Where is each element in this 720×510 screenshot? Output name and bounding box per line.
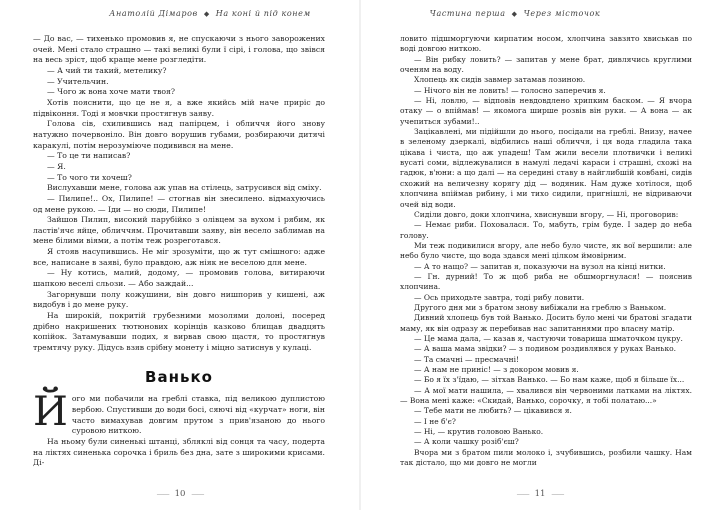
paragraph: Голова сів, схилившись над папірцем, і обличчя його знову натужно почервоніло. Він довго ворушив губами, розбираючи дитячі каракулі, потім нерозуміюче подивився на мене. (33, 119, 325, 150)
drop-cap: Й (33, 389, 68, 436)
folio-ornament-right-icon: —— (191, 490, 204, 498)
story-title: Ванько (145, 367, 213, 386)
paragraph: — А мої мати нашила, — хвалився він червоними латками на ліктях. — Вона мені каже: «Скидай, Ванько, сорочку, я тобі полатаю...» (400, 385, 692, 406)
folio-ornament-right-icon: —— (551, 490, 564, 498)
paragraph: Я стояв насупившись. Не міг зрозуміти, що ж тут смішного: аджe все, написане в заяві, було правдою, аж ніяк не веселою для мене. (33, 247, 325, 267)
running-header (90, 9, 330, 23)
paragraph: — Чого ж вона хоче мати твоя? (47, 87, 176, 97)
paragraph: Дивний хлопець був той Ванько. Досить було мені чи братові згадати маму, як він одразу ж перебивав нас запитаннями про власну матір. (400, 313, 692, 333)
opening-paragraph (33, 389, 325, 437)
paragraph: — Я. (47, 161, 66, 171)
paragraph: — Тебе мати не любить? — цікавився я. (414, 406, 572, 416)
folio-ornament-left-icon: —— (516, 490, 529, 498)
paragraph: Зайшов Пилип, високий парубійко з олівцем за вухом і рябим, як ластів'ячє яйце, обличчям. Прочитавши заяву, він весело заблимав на мене білими віями, а потім теж розреготався. (33, 215, 325, 246)
folio-ornament-left-icon: —— (156, 490, 169, 498)
paragraph: Вчора ми з братом пили молоко і, зчубившись, розбили чашку. Нам так дістало, що ми довго не могли (400, 447, 692, 468)
right-page (360, 0, 720, 510)
header-separator-icon: ◆ (203, 10, 210, 18)
header-chapter: Через місточок (523, 9, 601, 18)
page-text (400, 34, 692, 468)
paragraph: Сиділи довго, доки хлопчина, хвиснувши вгору, — Ні, проговорив: (414, 209, 679, 219)
paragraph: — Учительчин. (47, 76, 109, 86)
page-number (490, 488, 590, 500)
running-header (390, 9, 640, 23)
opening-text: ого ми побачили на греблі ставка, під великою дуплистою вербою. Спустивши до води босі, сяючі від «курчат» ноги, він часто вимахував довгим прутом з прив'язаною до нього суровою ниткою. (71, 394, 325, 436)
page-number (130, 488, 230, 500)
paragraph: — Нічого він не ловить! — голосно заперечив я. (414, 85, 606, 95)
paragraph: — До вас, — тихенько промовив я, не спускаючи з нього заворожених очей. Мені стало страшно — такі великі були ї сірі, і голова, що звівся на весь зріст, щоб краще мене розгледіти. (33, 34, 325, 65)
paragraph: Другого дня ми з братом знову вибіжали на греблю з Ваньком. (414, 302, 667, 312)
paragraph: — Гн. дурний! То ж щоб риба не обшморгнулася! — пояснив хлопчина. (400, 271, 692, 292)
paragraph: — Це мама дала, — казав я, частуючи товариша шматочком цукру. (414, 333, 683, 343)
paragraph: — А коли чашку розіб'єш? (414, 437, 519, 447)
paragraph: Ми теж подивилися вгору, але небо було чисте, як вої вершили: але небо було чисте, що вода здався мені цілком ймовірним. (400, 240, 692, 261)
paragraph: — Ні, — крутив головою Ванько. (414, 427, 544, 437)
paragraph: Хлопець як сидів завмер затамав лозиною. (414, 75, 586, 85)
header-part: Частина перша (429, 9, 506, 18)
paragraph: — А то нащо? — запитав я, показуючи на вузол на кінці нитки. (414, 261, 666, 271)
paragraph: — То чого ти хочеш? (47, 172, 132, 182)
paragraph: — Ні, ловлю, — відповів невдовдлено хрипким баском. — Я вчора отаку — о впіймав! — якомога ширше розвів він руки. — А вона — ак учепиться зубами!.. (400, 96, 692, 126)
paragraph: — А ваша мама звідки? — з подивом роздивлявся у руках Ванько. (414, 344, 677, 354)
paragraph: — Він рибку ловить? — запитав у мене брат, дивлячись круглими оченям на воду. (400, 54, 692, 75)
paragraph: Зацікавлені, ми підійшли до нього, посідали на греблі. Внизу, начеe в зеленому дзеркалі, відбились наші обличчя, і ця вода гладила така цікава і чиста, що аж упадеш! Там жили весели плотвички і великі вусаті соми, відлежувалися в намулі ледачі караси і страшні, схожі на гадюк, в'юни: а що далі — на середині ставу в найглибшій ковбані, сидів схожий на величезну корягу дід — водяник. Нам дуже хотілося, щоб хлопчина впіймав рибину, і ми тихо сидили, пригнішлі, не відриваючи очей від води. (400, 127, 692, 209)
paragraph: — Бо я їх з'їдаю, — зітхав Ванько. — Бо нам каже, щоб я більше їх... (414, 375, 685, 385)
paragraph: — А чий ти такий, метелику? (47, 65, 167, 75)
paragraph: — І не б'є? (414, 416, 456, 426)
paragraph: ловито підшморгуючи кирпатим носом, хлопчина завзято хвиськав по воді довгою ниткою. (400, 34, 692, 54)
paragraph: — Ну котись, малий, додому, — промовив голова, витираючи шапкою веселі сльози. — Або заждай... (33, 268, 325, 289)
paragraph: — Немає риби. Поховалася. То, мабуть, грім буде. І задер до неба голову. (400, 220, 692, 240)
paragraph: На ньому були синенькі штанці, збляклі від сонця та часу, подерта на ліктях синенька сорочка і бриль без дна, зате з широкими крисами. Ді- (33, 436, 325, 468)
page-text (33, 34, 325, 469)
page-number-value: 11 (534, 489, 546, 499)
paragraph: Хотів пояснити, що це не я, а вже якийсь мій наче приріс до підвіконня. Тоді я мовчки простягнув заяву. (33, 97, 325, 118)
paragraph: — А нам не приніс! — з докором мовив я. (414, 365, 579, 374)
paragraph: Загорнувши полу кожушини, він довго нишпорив у кишені, аж видобув і до мене руку. (33, 289, 325, 310)
paragraph: — То це ти написав? (47, 151, 131, 161)
page-number-value: 10 (174, 489, 186, 499)
header-author: Анатолій Дімаров (109, 9, 198, 18)
paragraph: На широкій, покритій грубезними мозолями долоні, посеред дрібно накришених тютюнових корінців казково блищав двадцять копійок. Затамувавши подих, я вирвав свою щастя, то простягнув тремтячу руку. Дідусь взяв срібну монету і міцно затиснув у кулаці. (33, 311, 325, 353)
paragraph: — Ось приходьте завтра, тоді рибу ловити. (414, 292, 585, 302)
paragraph: Вислухавши мене, голова аж упав на стілець, затрусився від сміху. (47, 183, 322, 193)
header-book-title: На коні й під конем (215, 9, 311, 18)
header-separator-icon: ◆ (511, 10, 518, 18)
paragraph: — Пилипе!.. Ох, Пилипе! — стогнав він знесилено. відмахуючись од мене рукою. — Іди — но сюди, Пилипе! (33, 193, 325, 214)
paragraph: — Та смачні — пресмачні! (414, 354, 519, 364)
